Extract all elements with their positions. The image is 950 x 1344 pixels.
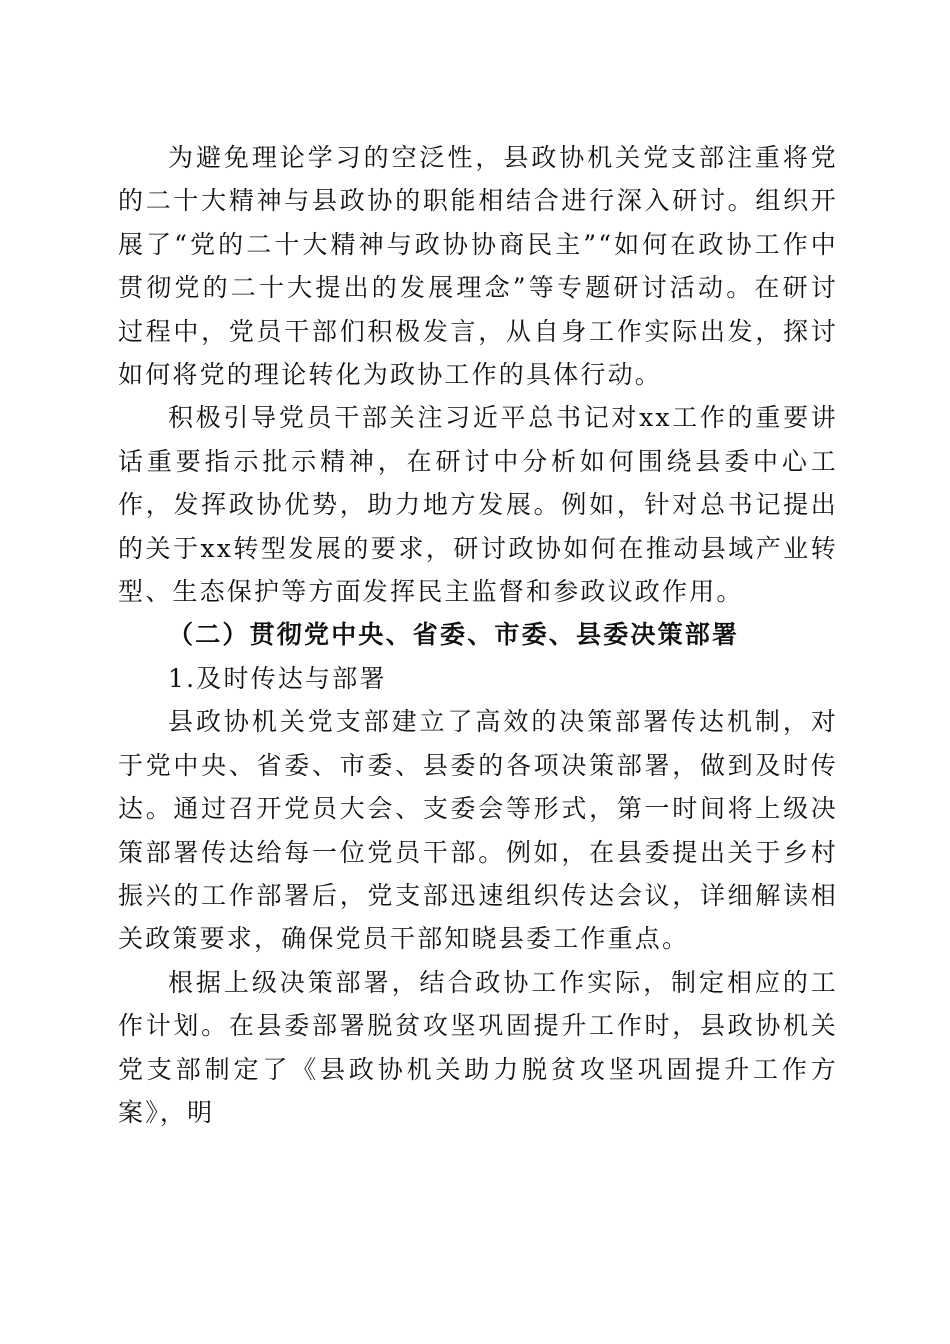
paragraph-general-secretary-speech: 积极引导党员干部关注习近平总书记对xx工作的重要讲话重要指示批示精神，在研讨中分析如何围绕县委中心工作，发挥政协优势，助力地方发展。例如，针对总书记提出的关于xx转型发展的要求，研讨政协如何在推动县域产业转型、生态保护等方面发挥民主监督和参政议政作用。 xyxy=(118,403,838,607)
paragraph-transmission-mechanism: 县政协机关党支部建立了高效的决策部署传达机制，对于党中央、省委、市委、县委的各项决策部署，做到及时传达。通过召开党员大会、支委会等形式，第一时间将上级决策部署传达给每一位党员干部。例如，在县委提出关于乡村振兴的工作部署后，党支部迅速组织传达会议，详细解读相关政策要求，确保党员干部知晓县委工作重点。 xyxy=(118,707,838,954)
subheading-timely-transmission: 1.及时传达与部署 xyxy=(168,663,387,693)
paragraph-theory-study: 为避免理论学习的空泛性，县政协机关党支部注重将党的二十大精神与县政协的职能相结合进行深入研讨。组织开展了“党的二十大精神与政协协商民主”“如何在政协工作中贯彻党的二十大提出的发展理念”等专题研讨活动。在研讨过程中，党员干部们积极发言，从自身工作实际出发，探讨如何将党的理论转化为政协工作的具体行动。 xyxy=(118,143,838,390)
section-heading-decision-deployment: （二）贯彻党中央、省委、市委、县委决策部署 xyxy=(168,620,740,650)
paragraph-work-plan: 根据上级决策部署，结合政协工作实际，制定相应的工作计划。在县委部署脱贫攻坚巩固提升工作时，县政协机关党支部制定了《县政协机关助力脱贫攻坚巩固提升工作方案》，明 xyxy=(118,967,838,1127)
